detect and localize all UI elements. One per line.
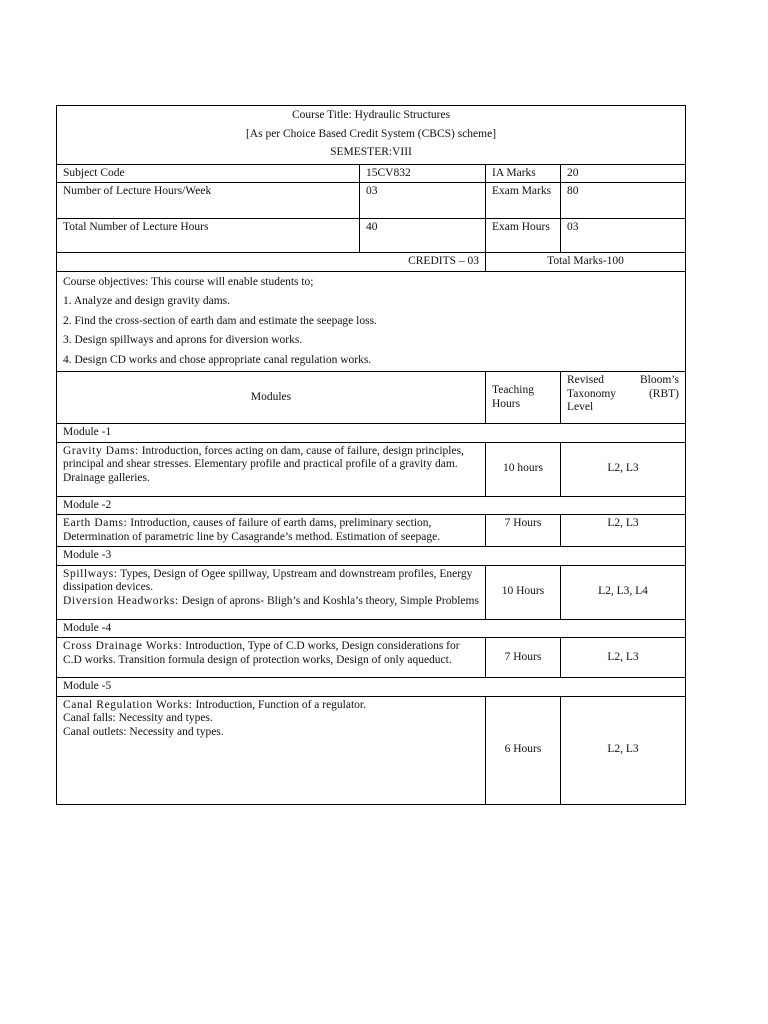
- rbt-word: Revised: [567, 374, 605, 386]
- module-text: Canal falls: Necessity and types.: [63, 712, 213, 724]
- credits: CREDITS – 03: [57, 253, 486, 272]
- rbt-word: Bloom’s: [640, 374, 679, 386]
- module-heading: Cross Drainage Works:: [63, 640, 183, 652]
- objective-item: 3. Design spillways and aprons for diversion works.: [57, 332, 686, 352]
- module-text: Introduction, forces acting on dam, cause of failure, design principles, principal and shear stresses. Elementary profile and practical profile of a gravity dam. Drainage galleries.: [63, 444, 464, 484]
- module-title: Module -4: [57, 619, 686, 638]
- objective-item: 1. Analyze and design gravity dams.: [57, 293, 686, 313]
- module-hours: 6 Hours: [486, 696, 561, 804]
- module-hours: 7 Hours: [486, 515, 561, 547]
- module-text: Design of aprons- Bligh’s and Koshla’s theory, Simple Problems: [178, 594, 479, 607]
- objective-item: 4. Design CD works and chose appropriate canal regulation works.: [57, 352, 686, 372]
- course-title: Course Title: Hydraulic Structures: [57, 106, 686, 126]
- module-level: L2, L3: [561, 696, 686, 804]
- syllabus-table: [56, 105, 686, 805]
- module-heading: Spillways:: [63, 567, 118, 580]
- module-title: Module -1: [57, 424, 686, 443]
- module-hours: 10 Hours: [486, 565, 561, 619]
- subject-code-value: 15CV832: [360, 164, 486, 183]
- module-hours: 7 Hours: [486, 638, 561, 678]
- module-text: Introduction, causes of failure of earth dams, preliminary section, Determination of parametric line by Casagrande’s method. Estimation of seepage.: [63, 517, 441, 543]
- scheme-line: [As per Choice Based Credit System (CBCS) scheme]: [57, 126, 686, 145]
- objective-item: 2. Find the cross-section of earth dam and estimate the seepage loss.: [57, 313, 686, 333]
- module-level: L2, L3: [561, 638, 686, 678]
- total-marks: Total Marks-100: [486, 253, 686, 272]
- rbt-word: Taxonomy: [567, 387, 617, 400]
- exam-hours-label: Exam Hours: [486, 219, 561, 253]
- module-content: [57, 696, 486, 804]
- module-title: Module -2: [57, 496, 686, 515]
- teaching-hours-header: Teaching Hours: [486, 372, 561, 424]
- subject-code-label: Subject Code: [57, 164, 360, 183]
- modules-header: Modules: [57, 372, 486, 424]
- exam-marks-value: 80: [561, 183, 686, 219]
- syllabus-sheet: [56, 105, 685, 805]
- module-content: [57, 638, 486, 678]
- rbt-word: Level: [567, 401, 594, 413]
- total-lecture-hours-label: Total Number of Lecture Hours: [57, 219, 360, 253]
- lecture-hours-week-label: Number of Lecture Hours/Week: [57, 183, 360, 219]
- ia-marks-label: IA Marks: [486, 164, 561, 183]
- lecture-hours-week-value: 03: [360, 183, 486, 219]
- objectives-intro: Course objectives: This course will enable students to;: [57, 271, 686, 293]
- module-level: L2, L3, L4: [561, 565, 686, 619]
- semester-line: SEMESTER:VIII: [57, 144, 686, 164]
- module-heading: Canal Regulation Works:: [63, 698, 193, 711]
- module-text: Introduction, Type of C.D works, Design considerations for C.D works. Transition formula design of protection works, Design of only aqueduct.: [63, 640, 460, 666]
- exam-hours-value: 03: [561, 219, 686, 253]
- module-hours: 10 hours: [486, 442, 561, 496]
- exam-marks-label: Exam Marks: [486, 183, 561, 219]
- module-heading: Gravity Dams:: [63, 444, 139, 457]
- module-level: L2, L3: [561, 442, 686, 496]
- module-content: [57, 442, 486, 496]
- rbt-header: [561, 372, 686, 424]
- module-heading: Earth Dams:: [63, 517, 128, 529]
- module-heading: Diversion Headworks:: [63, 594, 179, 607]
- module-text: Introduction, Function of a regulator.: [192, 698, 366, 711]
- module-text: Types, Design of Ogee spillway, Upstream and downstream profiles, Energy dissipation devices.: [63, 567, 473, 593]
- ia-marks-value: 20: [561, 164, 686, 183]
- module-title: Module -3: [57, 547, 686, 566]
- rbt-word: (RBT): [648, 387, 679, 400]
- module-content: [57, 515, 486, 547]
- total-lecture-hours-value: 40: [360, 219, 486, 253]
- module-content: [57, 565, 486, 619]
- module-level: L2, L3: [561, 515, 686, 547]
- module-text: Canal outlets: Necessity and types.: [63, 725, 224, 738]
- module-title: Module -5: [57, 678, 686, 697]
